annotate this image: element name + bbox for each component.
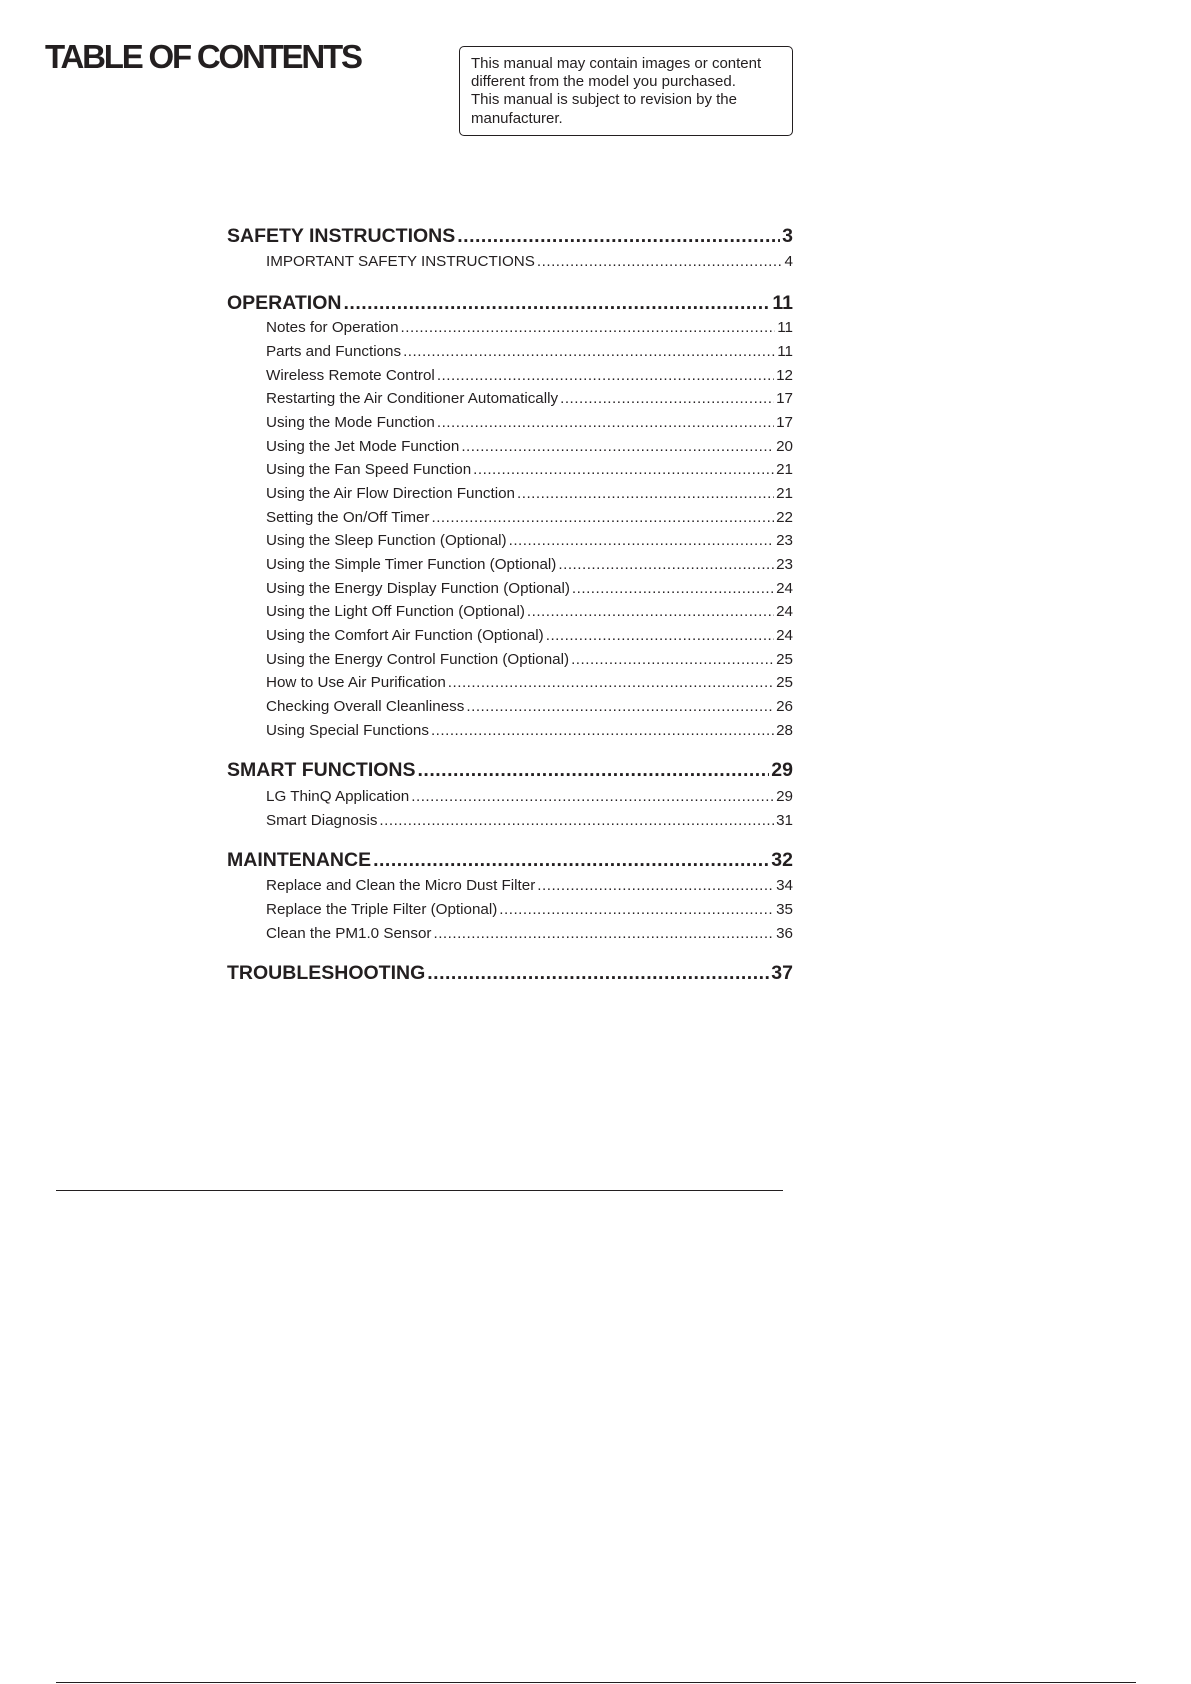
toc-item[interactable] xyxy=(266,367,793,384)
toc-leader-dots xyxy=(431,509,774,526)
toc-item[interactable] xyxy=(266,556,793,573)
toc-leader-dots xyxy=(560,390,774,407)
toc-item-label: Using the Comfort Air Function (Optional) xyxy=(266,627,544,644)
toc-leader-dots xyxy=(379,812,774,829)
toc-item[interactable] xyxy=(266,812,793,829)
toc-item[interactable] xyxy=(266,253,793,270)
toc-item[interactable] xyxy=(266,319,793,336)
toc-item[interactable] xyxy=(266,651,793,668)
revision-notice-box xyxy=(459,46,793,136)
toc-item-label: Using the Air Flow Direction Function xyxy=(266,485,516,502)
toc-item[interactable] xyxy=(266,580,793,597)
toc-leader-dots xyxy=(558,556,774,573)
toc-section-maintenance[interactable] xyxy=(227,849,793,872)
toc-leader-dots xyxy=(499,901,774,918)
toc-page-number: 12 xyxy=(776,367,793,384)
toc-item[interactable] xyxy=(266,461,793,478)
toc-item-label: Using the Jet Mode Function xyxy=(266,438,460,455)
footer-divider-line xyxy=(56,1682,1136,1683)
toc-section-title: OPERATION xyxy=(227,292,342,314)
toc-page-number: 23 xyxy=(776,556,793,573)
toc-item-label: Using the Mode Function xyxy=(266,414,435,431)
toc-page-number: 20 xyxy=(776,438,793,455)
toc-item[interactable] xyxy=(266,343,793,360)
toc-section-safety-instructions[interactable] xyxy=(227,225,793,248)
toc-leader-dots xyxy=(473,461,774,478)
toc-page-number: 17 xyxy=(776,390,793,407)
toc-item[interactable] xyxy=(266,901,793,918)
toc-item-label: Notes for Operation xyxy=(266,319,399,336)
toc-page-number: 29 xyxy=(771,759,793,781)
toc-page-number: 24 xyxy=(776,627,793,644)
toc-item[interactable] xyxy=(266,509,793,526)
toc-page-number: 24 xyxy=(776,580,793,597)
toc-leader-dots xyxy=(527,603,774,620)
toc-item-label: Using the Sleep Function (Optional) xyxy=(266,532,507,549)
toc-item-label: Setting the On/Off Timer xyxy=(266,509,430,526)
toc-leader-dots xyxy=(537,877,774,894)
toc-item[interactable] xyxy=(266,390,793,407)
toc-page-number: 28 xyxy=(776,722,793,739)
toc-page-number: 25 xyxy=(776,651,793,668)
toc-leader-dots xyxy=(403,343,775,360)
toc-leader-dots xyxy=(433,925,774,942)
toc-leader-dots xyxy=(411,788,774,805)
toc-leader-dots xyxy=(418,759,770,782)
toc-section-smart-functions[interactable] xyxy=(227,759,793,782)
toc-item[interactable] xyxy=(266,698,793,715)
toc-item[interactable] xyxy=(266,603,793,620)
toc-item-label: Parts and Functions xyxy=(266,343,402,360)
toc-section-title: SAFETY INSTRUCTIONS xyxy=(227,225,456,247)
toc-leader-dots xyxy=(437,414,774,431)
toc-item-label: Using the Light Off Function (Optional) xyxy=(266,603,525,620)
toc-leader-dots xyxy=(373,849,769,872)
divider-line xyxy=(56,1190,783,1191)
toc-leader-dots xyxy=(427,962,769,985)
toc-page-number: 21 xyxy=(776,485,793,502)
toc-page-number: 34 xyxy=(776,877,793,894)
toc-item-label: Clean the PM1.0 Sensor xyxy=(266,925,432,942)
toc-leader-dots xyxy=(537,253,783,270)
toc-leader-dots xyxy=(572,580,774,597)
toc-page-number: 31 xyxy=(776,812,793,829)
toc-item[interactable] xyxy=(266,414,793,431)
toc-page-number: 22 xyxy=(776,509,793,526)
notice-line: This manual may contain images or content xyxy=(471,55,762,72)
toc-section-title: SMART FUNCTIONS xyxy=(227,759,416,781)
toc-leader-dots xyxy=(343,292,770,315)
toc-page-number: 17 xyxy=(776,414,793,431)
toc-section-title: MAINTENANCE xyxy=(227,849,372,871)
toc-item[interactable] xyxy=(266,485,793,502)
toc-item-label: IMPORTANT SAFETY INSTRUCTIONS xyxy=(266,253,535,270)
toc-leader-dots xyxy=(571,651,774,668)
toc-leader-dots xyxy=(466,698,774,715)
toc-section-troubleshooting[interactable] xyxy=(227,962,793,985)
toc-item-label: Using the Energy Display Function (Optional) xyxy=(266,580,570,597)
notice-line: different from the model you purchased. xyxy=(471,73,736,91)
toc-item-label: Using the Simple Timer Function (Optional) xyxy=(266,556,557,573)
toc-item[interactable] xyxy=(266,438,793,455)
toc-page-number: 24 xyxy=(776,603,793,620)
toc-page-number: 11 xyxy=(777,319,793,336)
toc-item[interactable] xyxy=(266,674,793,691)
toc-leader-dots xyxy=(461,438,774,455)
toc-leader-dots xyxy=(457,225,780,248)
toc-item-label: Wireless Remote Control xyxy=(266,367,435,384)
toc-page-number: 36 xyxy=(776,925,793,942)
toc-page-number: 4 xyxy=(784,253,793,270)
toc-leader-dots xyxy=(509,532,774,549)
toc-leader-dots xyxy=(546,627,774,644)
toc-item-label: How to Use Air Purification xyxy=(266,674,446,691)
toc-item[interactable] xyxy=(266,532,793,549)
toc-page-number: 37 xyxy=(771,962,793,984)
toc-item[interactable] xyxy=(266,925,793,942)
toc-page-number: 29 xyxy=(776,788,793,805)
toc-item-label: LG ThinQ Application xyxy=(266,788,410,805)
toc-item-label: Using the Fan Speed Function xyxy=(266,461,472,478)
toc-item-label: Restarting the Air Conditioner Automatically xyxy=(266,390,559,407)
toc-leader-dots xyxy=(437,367,774,384)
toc-section-operation[interactable] xyxy=(227,292,793,315)
notice-line: This manual is subject to revision by the xyxy=(471,91,737,109)
toc-item-label: Checking Overall Cleanliness xyxy=(266,698,465,715)
toc-page-number: 11 xyxy=(772,292,793,314)
toc-page-number: 23 xyxy=(776,532,793,549)
toc-page-number: 3 xyxy=(782,225,793,247)
toc-section-title: TROUBLESHOOTING xyxy=(227,962,426,984)
toc-item[interactable] xyxy=(266,627,793,644)
toc-leader-dots xyxy=(401,319,776,336)
toc-leader-dots xyxy=(517,485,774,502)
toc-page-number: 32 xyxy=(771,849,793,871)
page-title: TABLE OF CONTENTS xyxy=(45,38,361,75)
toc-page-number: 25 xyxy=(776,674,793,691)
toc-item[interactable] xyxy=(266,722,793,739)
toc-item-label: Using Special Functions xyxy=(266,722,429,739)
toc-page-number: 35 xyxy=(776,901,793,918)
notice-line: manufacturer. xyxy=(471,109,563,127)
toc-page-number: 11 xyxy=(777,343,793,360)
toc-item-label: Replace and Clean the Micro Dust Filter xyxy=(266,877,536,894)
toc-page-number: 26 xyxy=(776,698,793,715)
toc-leader-dots xyxy=(431,722,774,739)
toc-item-label: Using the Energy Control Function (Optional) xyxy=(266,651,570,668)
toc-leader-dots xyxy=(448,674,774,691)
toc-page-number: 21 xyxy=(776,461,793,478)
toc-item-label: Smart Diagnosis xyxy=(266,812,378,829)
toc-item-label: Replace the Triple Filter (Optional) xyxy=(266,901,498,918)
toc-item[interactable] xyxy=(266,788,793,805)
toc-item[interactable] xyxy=(266,877,793,894)
